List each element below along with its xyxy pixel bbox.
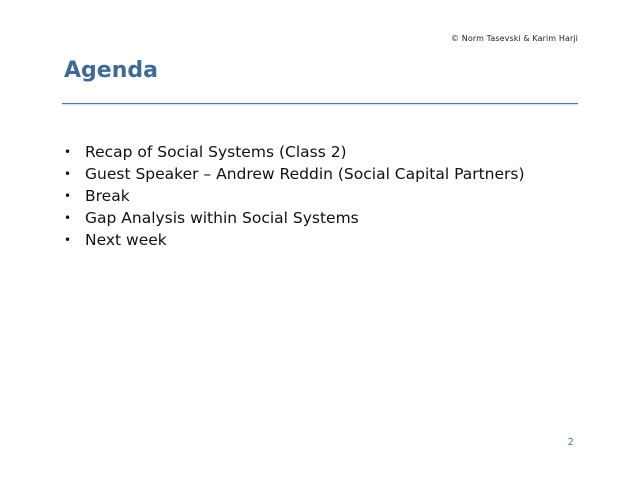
title-divider: [62, 103, 578, 104]
agenda-item: [64, 141, 564, 163]
bullet-icon: •: [64, 211, 72, 225]
copyright-notice: © Norm Tasevski & Karim Harji: [451, 34, 578, 43]
bullet-icon: •: [64, 167, 72, 181]
agenda-list: [64, 141, 564, 251]
agenda-item-text: Guest Speaker – Andrew Reddin (Social Capital Partners): [85, 165, 525, 183]
page-number: 2: [567, 437, 574, 448]
bullet-icon: •: [64, 145, 72, 159]
agenda-item-text: Recap of Social Systems (Class 2): [85, 143, 347, 161]
agenda-item: [64, 207, 564, 229]
agenda-item: [64, 185, 564, 207]
agenda-item: [64, 229, 564, 251]
agenda-item-text: Break: [85, 187, 130, 205]
agenda-item-text: Gap Analysis within Social Systems: [85, 209, 359, 227]
slide-title: Agenda: [64, 58, 158, 83]
bullet-icon: •: [64, 233, 72, 247]
agenda-item-text: Next week: [85, 231, 167, 249]
bullet-icon: •: [64, 189, 72, 203]
agenda-item: [64, 163, 564, 185]
